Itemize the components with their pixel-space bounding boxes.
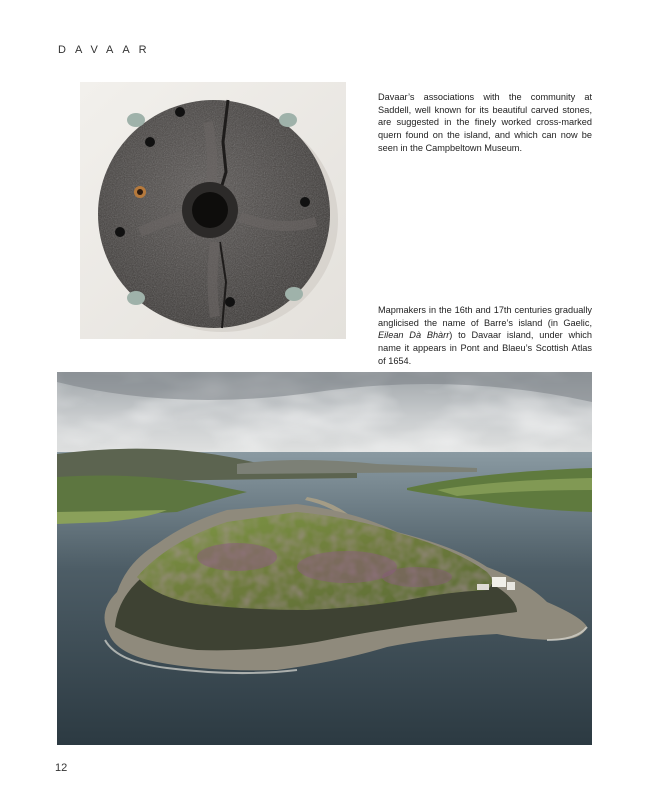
map-caption-after: ) to Davaar island, under which name it appears in Pont and Blaeu’s Scottish Atlas of 1654. — [378, 330, 592, 366]
quern-stone-photo — [80, 82, 346, 339]
quern-caption: Davaar’s associations with the community at Saddell, well known for its beautiful carved stones, are suggested in the finely worked cross-marked quern found on the island, and which can now be seen in the Campbeltown Museum. — [378, 92, 592, 153]
island-aerial-image — [57, 372, 592, 745]
page-number: 12 — [55, 762, 68, 774]
map-caption — [378, 304, 592, 367]
running-header: DAVAAR — [58, 44, 156, 56]
watermark: PassionForum.ru — [552, 780, 636, 792]
gaelic-name: Eilean Dà Bhàrr — [378, 330, 450, 341]
map-caption-before: Mapmakers in the 16th and 17th centuries gradually anglicised the name of Barre’s island (in Gaelic, — [378, 305, 592, 328]
quern-stone-image — [80, 82, 346, 339]
davaar-island-aerial-photo — [57, 372, 592, 745]
